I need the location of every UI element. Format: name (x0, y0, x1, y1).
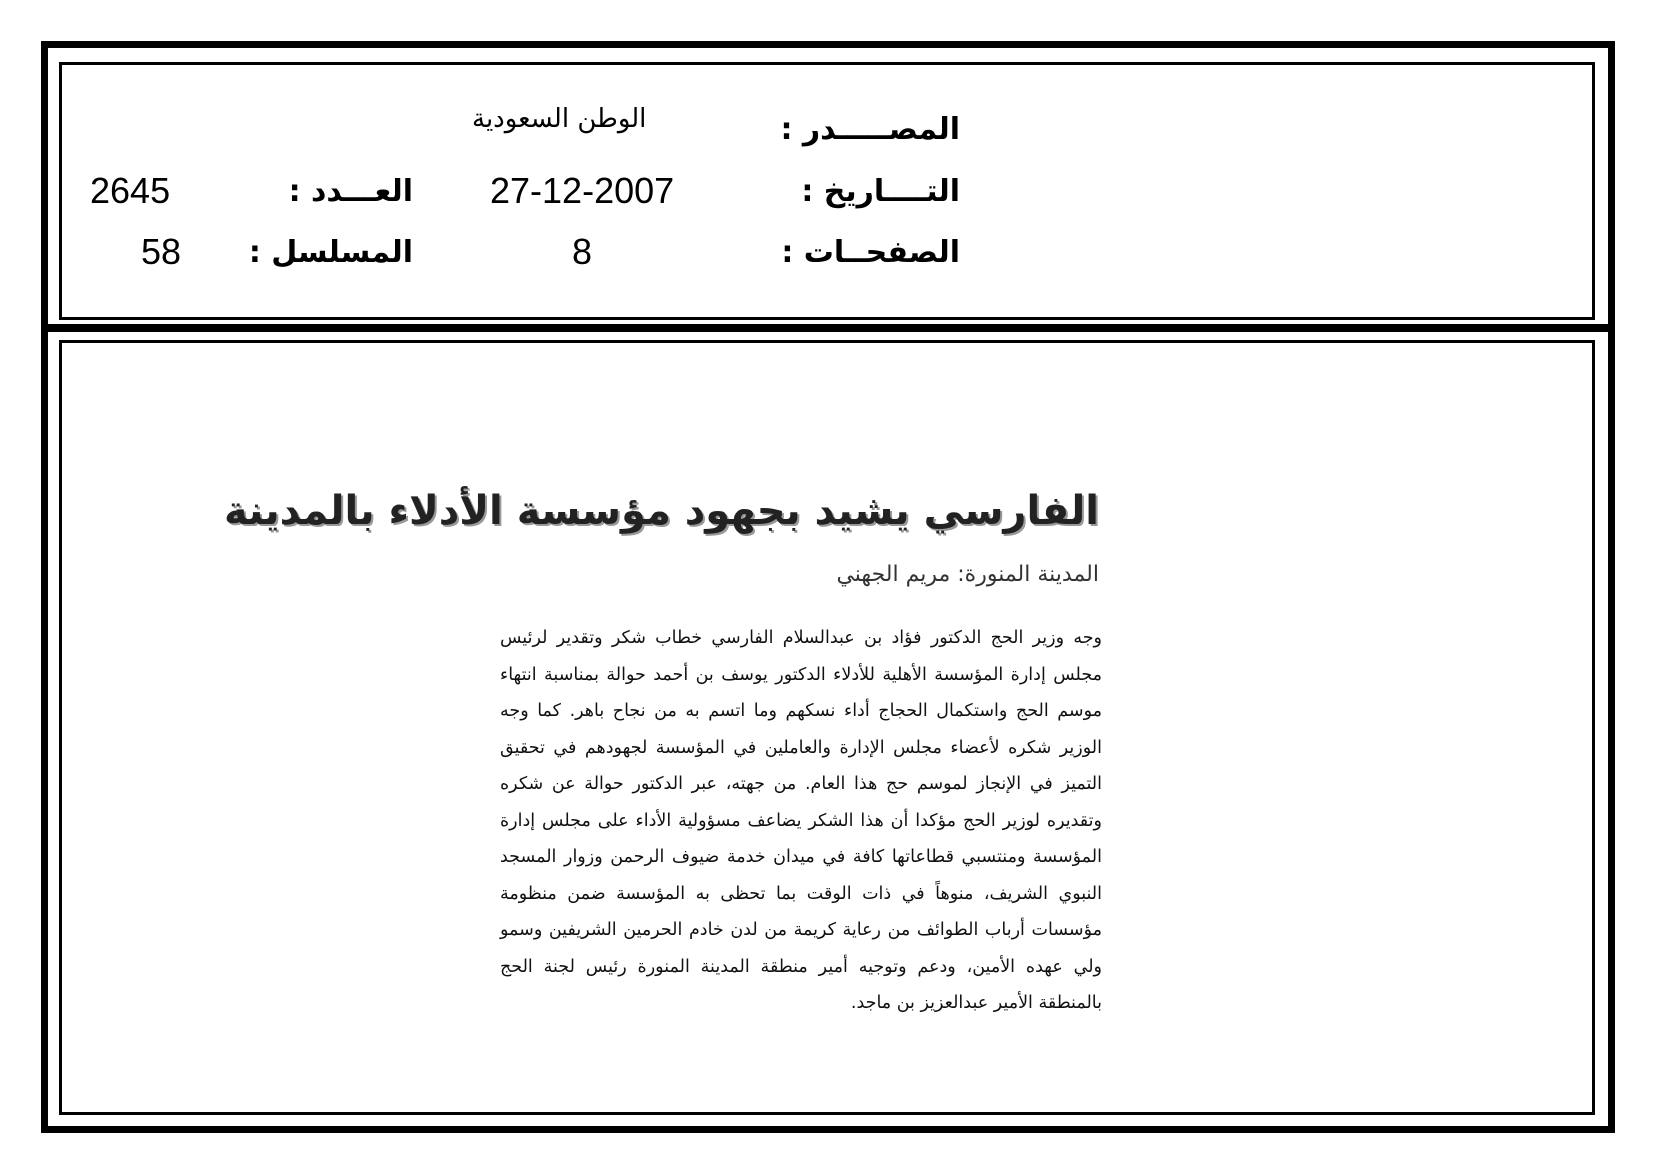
date-label: التــــاريخ : (801, 174, 960, 209)
pages-label: الصفحــات : (781, 235, 960, 270)
serial-label: المسلسل : (248, 235, 413, 270)
issue-label: العـــدد : (288, 174, 413, 209)
date-value: 27-12-2007 (490, 170, 675, 211)
header-separator (41, 324, 1615, 332)
article-headline: الفارسي يشيد بجهود مؤسسة الأدلاء بالمدينة (224, 488, 1099, 534)
article-body: وجه وزير الحج الدكتور فؤاد بن عبدالسلام الفارسي خطاب شكر وتقدير لرئيس مجلس إدارة المؤسسة الأهلية للأدلاء الدكتور يوسف بن أحمد حوالة بمناسبة انتهاء موسم الحج واستكمال الحجاج أداء نسكهم وما اتسم به من نجاح باهر. كما وجه الوزير شكره لأعضاء مجلس الإدارة والعاملين في المؤسسة لجهودهم في تحقيق التميز في الإنجاز لموسم حج هذا العام. من جهته، عبر الدكتور حوالة عن شكره وتقديره لوزير الحج مؤكدا أن هذا الشكر يضاعف مسؤولية الأداء على مجلس إدارة المؤسسة ومنتسبي قطاعاتها كافة في ميدان خدمة ضيوف الرحمن وزوار المسجد النبوي الشريف، منوهاً في ذات الوقت بما تحظى به المؤسسة ضمن منظومة مؤسسات أرباب الطوائف من رعاية كريمة من لدن خادم الحرمين الشريفين وسمو ولي عهده الأمين، ودعم وتوجيه أمير منطقة المدينة المنورة رئيس لجنة الحج بالمنطقة الأمير عبدالعزيز بن ماجد. (500, 628, 1102, 1013)
source-label: المصـــــدر : (780, 112, 960, 147)
source-value: الوطن السعودية (472, 104, 647, 134)
serial-value: 58 (141, 231, 182, 272)
issue-value: 2645 (90, 170, 171, 211)
pages-value: 8 (572, 231, 593, 272)
article-byline: المدينة المنورة: مريم الجهني (836, 562, 1099, 587)
